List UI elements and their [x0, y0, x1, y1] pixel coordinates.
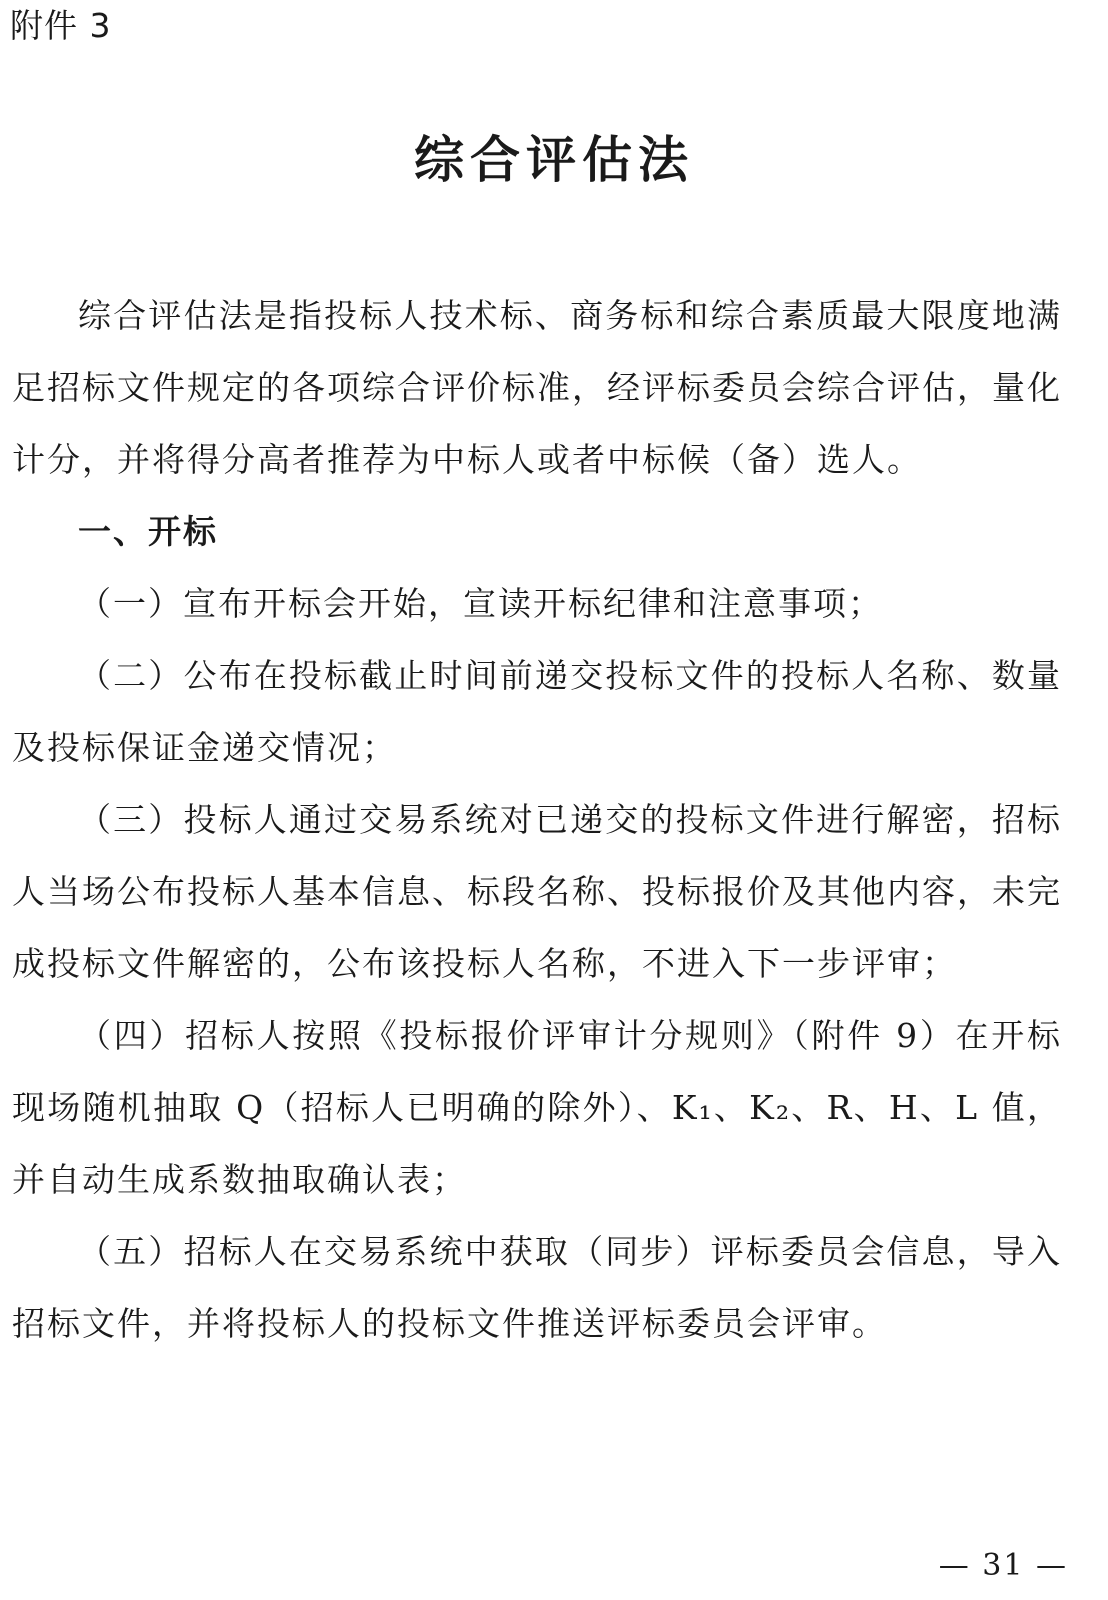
document-body	[12, 280, 1062, 1360]
list-item-5: （五）招标人在交易系统中获取（同步）评标委员会信息，导入招标文件，并将投标人的投标文件推送评标委员会评审。	[12, 1232, 1062, 1343]
section-heading-opening: 一、开标	[78, 512, 218, 551]
page-number: — 31 —	[938, 1548, 1068, 1583]
list-item-4: （四）招标人按照《投标报价评审计分规则》（附件 9）在开标现场随机抽取 Q（招标人已明确的除外）、K₁、K₂、R、H、L 值，并自动生成系数抽取确认表；	[12, 1016, 1062, 1199]
document-title: 综合评估法	[414, 131, 694, 189]
list-item-3: （三）投标人通过交易系统对已递交的投标文件进行解密，招标人当场公布投标人基本信息、标段名称、投标报价及其他内容，未完成投标文件解密的，公布该投标人名称，不进入下一步评审；	[12, 800, 1062, 983]
intro-paragraph: 综合评估法是指投标人技术标、商务标和综合素质最大限度地满足招标文件规定的各项综合评价标准，经评标委员会综合评估，量化计分，并将得分高者推荐为中标人或者中标候（备）选人。	[12, 296, 1062, 479]
list-item-2: （二）公布在投标截止时间前递交投标文件的投标人名称、数量及投标保证金递交情况；	[12, 656, 1062, 767]
list-item-1: （一）宣布开标会开始，宣读开标纪律和注意事项；	[78, 584, 883, 623]
attachment-label: 附件 3	[10, 6, 112, 45]
